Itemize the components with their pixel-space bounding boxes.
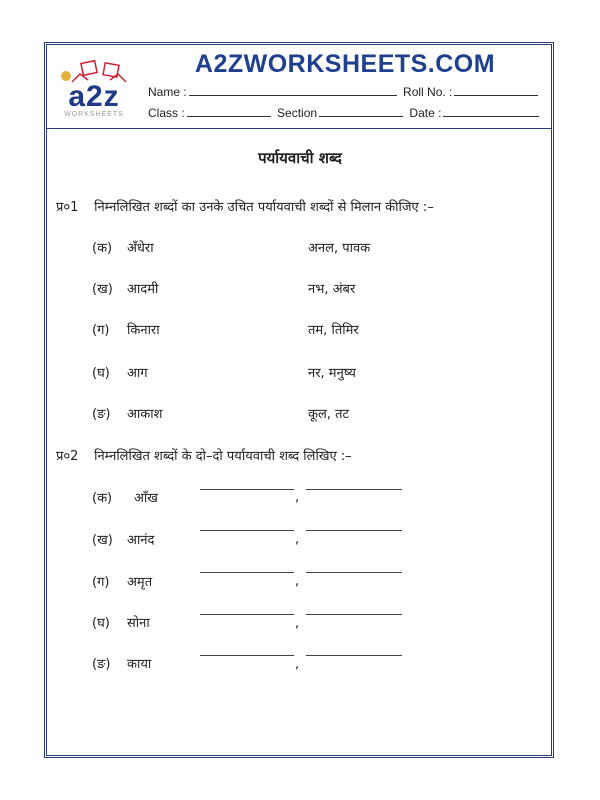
q2-label: (ङ) — [92, 657, 111, 672]
page-title: पर्यायवाची शब्द — [258, 149, 342, 167]
question-1 — [56, 197, 434, 215]
answer-line[interactable] — [200, 572, 294, 573]
answer-line[interactable] — [306, 572, 402, 573]
date-label: Date : — [409, 106, 442, 120]
q1-match: कूल, तट — [308, 407, 350, 422]
header-fields-row-1 — [148, 85, 541, 99]
answer-line[interactable] — [200, 614, 294, 615]
answer-separator: , — [295, 532, 300, 547]
answer-line[interactable] — [200, 489, 294, 490]
q1-match: अनल, पावक — [308, 241, 371, 256]
section-label: Section — [277, 106, 318, 120]
q1-label: (ङ) — [92, 407, 111, 422]
question-2 — [56, 446, 352, 464]
section-field[interactable] — [319, 106, 403, 117]
answer-line[interactable] — [306, 614, 402, 615]
date-field[interactable] — [443, 106, 539, 117]
q1-word: आकाश — [127, 407, 163, 422]
class-field[interactable] — [187, 106, 271, 117]
header-fields-row-2 — [148, 106, 542, 120]
answer-separator: , — [295, 574, 300, 589]
q1-word: आदमी — [127, 282, 159, 297]
logo-subtext: WORKSHEETS — [64, 111, 124, 118]
logo-text: a2z — [68, 80, 120, 113]
logo-icon — [52, 56, 136, 120]
answer-separator: , — [295, 657, 300, 672]
q2-word: आनंद — [127, 533, 155, 548]
class-label: Class : — [148, 106, 185, 120]
q2-label: (ख) — [92, 533, 113, 548]
answer-line[interactable] — [200, 530, 294, 531]
q1-label: (क) — [92, 241, 113, 256]
q1-match: नभ, अंबर — [308, 282, 356, 297]
q1-match: नर, मनुष्य — [308, 366, 356, 381]
name-label: Name : — [148, 85, 187, 99]
answer-line[interactable] — [306, 489, 402, 490]
roll-label: Roll No. : — [403, 85, 453, 99]
question-2-text: निम्नलिखित शब्दों के दो–दो पर्यायवाची शब्द लिखिए :– — [94, 449, 352, 464]
name-field[interactable] — [189, 85, 397, 96]
q1-label: (ग) — [92, 323, 110, 338]
answer-separator: , — [295, 616, 300, 631]
header-divider — [46, 128, 552, 129]
site-logo — [52, 56, 136, 120]
q1-word: किनारा — [127, 323, 160, 338]
q2-word: सोना — [127, 616, 150, 631]
q2-word: काया — [127, 657, 152, 672]
answer-separator: , — [295, 490, 300, 505]
q1-word: अँधेरा — [127, 241, 154, 256]
q1-match: तम, तिमिर — [308, 323, 359, 338]
answer-line[interactable] — [306, 530, 402, 531]
q2-label: (क) — [92, 491, 113, 506]
q1-word: आग — [127, 366, 148, 381]
answer-line[interactable] — [306, 655, 402, 656]
q1-label: (घ) — [92, 366, 110, 381]
site-title: A2ZWORKSHEETS.COM — [194, 50, 496, 78]
roll-field[interactable] — [454, 85, 538, 96]
q2-word: अमृत — [127, 575, 153, 590]
question-1-number: प्र०1 — [56, 200, 79, 215]
q2-word: आँख — [134, 491, 158, 506]
question-2-number: प्र०2 — [56, 449, 79, 464]
answer-line[interactable] — [200, 655, 294, 656]
q2-label: (घ) — [92, 616, 110, 631]
q1-label: (ख) — [92, 282, 113, 297]
question-1-text: निम्नलिखित शब्दों का उनके उचित पर्यायवाची शब्दों से मिलान कीजिए :– — [94, 200, 434, 215]
q2-label: (ग) — [92, 575, 110, 590]
